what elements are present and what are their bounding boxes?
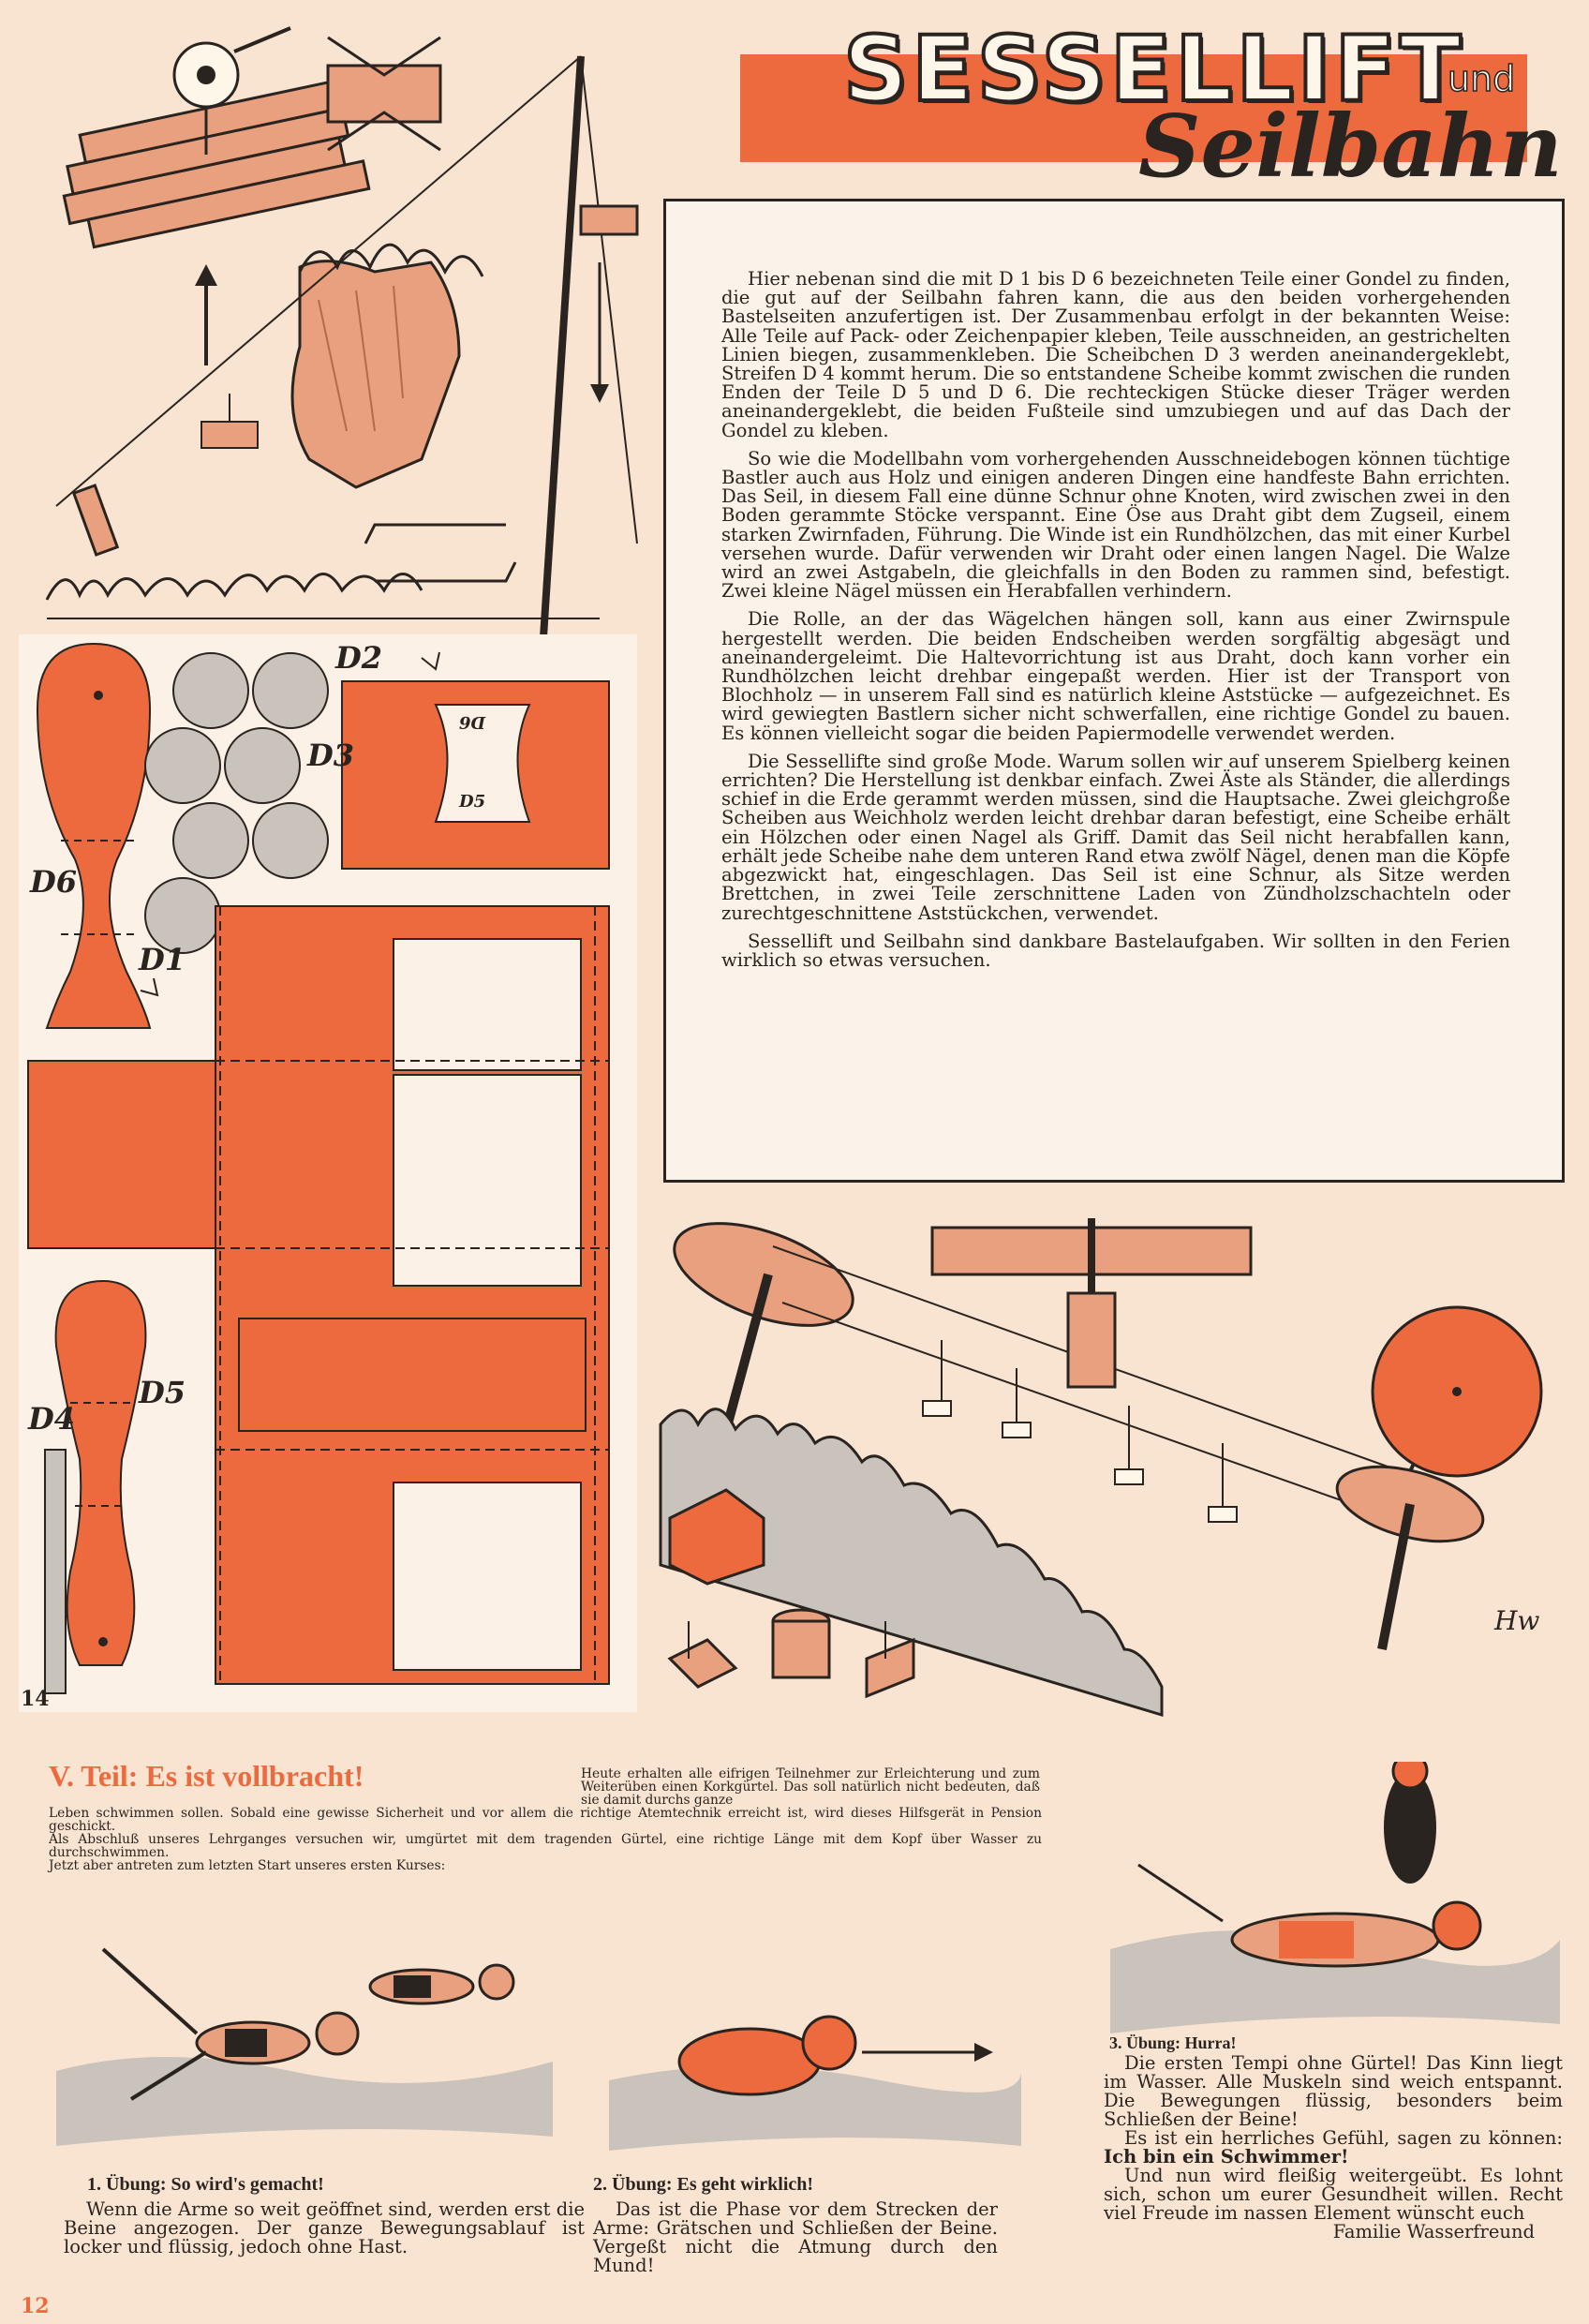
label-d6: D6 — [30, 864, 78, 900]
cliff-shape — [292, 261, 459, 487]
exercise-1-body: Wenn die Arme so weit geöffnet sind, werden erst die Beine angezogen. Der ganze Bewegungsablauf ist locker und flüssig, jedoch ohne Hast. — [64, 2198, 585, 2257]
exercise-3-paragraph: Die ersten Tempi ohne Gürtel! Das Kinn liegt im Wasser. Alle Muskeln sind weich entspannt. Die Bewegungen flüssig, besonders beim Schließen der Beine! — [1104, 2052, 1563, 2130]
label-d6-small: D6 — [459, 712, 486, 732]
label-d5-small: D5 — [459, 792, 486, 812]
exercise-3-emphasis: Ich bin ein Schwimmer! — [1104, 2146, 1349, 2168]
exercise-2-body: Das ist die Phase vor dem Strecken der Arme: Grätschen und Schließen der Beine. Vergeßt nicht die Atmung durch den Mund! — [593, 2198, 998, 2276]
page-subtitle: Seilbahn — [1138, 96, 1563, 197]
swim-intro-line: Als Abschluß unseres Lehrganges versuchen wir, umgürtet mit dem tragenden Gürtel, eine richtige Länge mit dem Kopf über Wasser zu durchschwimmen. — [49, 1832, 1042, 1860]
spiked-wheel-shape — [1373, 1307, 1541, 1476]
article-paragraph: Sessellift und Seilbahn sind dankbare Bastelaufgaben. Wir sollten in den Ferien wirklich so etwas versuchen. — [721, 930, 1510, 971]
title-connector: und — [1448, 58, 1516, 99]
page-title: SESSELLIFT — [843, 17, 1465, 122]
d6-part-shape — [37, 644, 150, 1028]
swimmers-illustration-1 — [47, 1930, 572, 2155]
swimmer-illustration-3 — [1101, 1762, 1569, 2043]
swim-intro-line: Jetzt aber antreten zum letzten Start unseres ersten Kurses: — [49, 1858, 446, 1873]
d4-strip-shape — [45, 1450, 66, 1693]
exercise-1-title: 1. Übung: So wird's gemacht! — [87, 2174, 324, 2195]
exercise-3-title: 3. Übung: Hurra! — [1109, 2034, 1237, 2052]
exercise-3-body — [1104, 2054, 1563, 2242]
label-d2: D2 — [335, 640, 383, 676]
d5-part-shape — [56, 1281, 146, 1665]
page-number: 12 — [21, 2294, 50, 2318]
swim-intro-line: Leben schwimmen sollen. Sobald eine gewisse Sicherheit und vor allem die richtige Atemtechnik erreicht ist, wird dieses Hilfsgerät in Pension geschickt. — [49, 1806, 1042, 1834]
exercise-3-paragraph: Und nun wird fleißig weitergeübt. Es lohnt sich, schon um eurer Gesundheit willen. Recht viel Freude im nassen Element wünscht euch — [1104, 2165, 1563, 2224]
log-cableway-illustration — [19, 19, 665, 637]
chairlift-illustration — [642, 1190, 1579, 1724]
article-paragraph: Hier nebenan sind die mit D 1 bis D 6 bezeichneten Teile einer Gondel zu finden, die gut auf der Seilbahn fahren kann, die aus den beiden vorhergehenden Bastelseiten anzufertigen ist. Der Zusammenbau erfolgt in der bekannten Weise: Alle Teile auf Pack- oder Zeichenpapier kleben, Teile ausschneiden, an gestrichelten Linien biegen, zusammenkleben. Die Scheibchen D 3 werden aneinandergeklebt, Streifen D 4 kommt herum. Die so entstandene Scheibe kommt zwischen die runden Enden der Teile D 5 und D 6. Die rechteckigen Stücke dieser Träger werden aneinandergeklebt, die beiden Fußteile sind umzubiegen und auf das Dach der Gondel zu kleben. — [721, 268, 1510, 441]
illustrator-signature: Hw — [1494, 1605, 1540, 1636]
article-paragraph: Die Rolle, an der das Wägelchen hängen soll, kann aus einer Zwirnspule hergestellt werden. Die beiden Endscheiben werden sorgfältig abgesägt und aneinandergeleimt. Die Haltevorrichtung ist aus Draht, doch kann vorher ein Rundhölzchen leicht drehbar eingepaßt werden. Hier ist der Transport von Blochholz — in unserem Fall sind es natürlich kleine Aststücke — aufgezeichnet. Es wird gewiegten Bastlern sicher nicht schwerfallen, eine richtige Gondel zu bauen. Es können vielleicht sogar die beiden Papiermodelle verwendet werden. — [721, 608, 1510, 744]
pole-shape — [543, 56, 581, 637]
swimmer-illustration-2 — [600, 1968, 1031, 2155]
exercise-2-title: 2. Übung: Es geht wirklich! — [593, 2174, 814, 2195]
signoff: Familie Wasserfreund — [1332, 2221, 1535, 2242]
label-d3: D3 — [307, 737, 355, 773]
cutout-template — [19, 634, 637, 1712]
label-d5: D5 — [139, 1375, 186, 1410]
swim-intro-right: Heute erhalten alle eifrigen Teilnehmer zur Erleichterung und zum Weiterüben einen Korkgürtel. Das soll natürlich nicht bedeuten, daß sie damit durchs ganze — [581, 1766, 1040, 1808]
label-d1: D1 — [139, 942, 186, 977]
exercise-3-paragraph: Es ist ein herrliches Gefühl, sagen zu können: — [1124, 2127, 1563, 2149]
swim-intro-left — [49, 1807, 1042, 1872]
article-paragraph: Die Sessellifte sind große Mode. Warum sollen wir auf unserem Spielberg keinen errichten? Die Herstellung ist denkbar einfach. Zwei Äste als Ständer, die allerdings schief in die Erde gerammt werden müssen, sind die Hauptsache. Zwei gleichgroße Scheiben aus Weichholz werden leicht drehbar daran befestigt, eine Scheibe erhält ein Hölzchen oder einen Nagel als Griff. Damit das Seil nicht herabfallen kann, erhält jede Scheibe nahe dem unteren Rand etwa zwölf Nägel, denen man die Köpfe abgezwickt hat, eingeschlagen. Das Seil ist eine Schnur, als Sitze werden Brettchen, in zwei Teile zerschnittene Laden von Zündholzschachteln oder zurechtgeschnittene Aststückchen, verwendet. — [721, 750, 1510, 924]
swim-heading: V. Teil: Es ist vollbracht! — [49, 1759, 364, 1793]
template-page-number: 14 — [21, 1687, 50, 1711]
article-text — [721, 270, 1510, 979]
label-d4: D4 — [28, 1401, 76, 1437]
article-paragraph: So wie die Modellbahn vom vorhergehenden Ausschneidebogen können tüchtige Bastler auch aus Holz und einigen anderen Dingen eine handfeste Bahn errichten. Das Seil, in diesem Fall eine dünne Schnur ohne Knoten, wird zwischen zwei in den Boden gerammte Stöcke verspannt. Eine Öse aus Draht gibt dem Zugseil, einem starken Zwirnfaden, Führung. Die Winde ist ein Rundhölzchen, das mit einer Kurbel versehen wurde. Dafür verwenden wir Draht oder einen langen Nagel. Die Walze wird an zwei Astgabeln, die gleichfalls in den Boden zu rammen sind, befestigt. Zwei kleine Nägel müssen ein Herabfallen verhindern. — [721, 447, 1510, 603]
